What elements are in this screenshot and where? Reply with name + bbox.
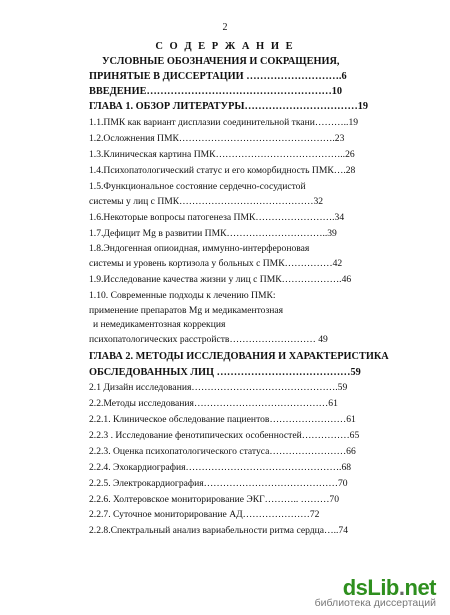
toc-entry: 2.2.4. Эхокардиография………………………………………….68 (89, 462, 352, 473)
toc-entry: 1.5.Функциональное состояние сердечно-сосудистой (89, 181, 306, 192)
toc-entry: 1.7.Дефицит Mg в развитии ПМК…………………………..39 (89, 228, 337, 239)
toc-entry: 2.2.5. Электрокардиография……………………………………70 (89, 478, 348, 489)
toc-entry: ГЛАВА 1. ОБЗОР ЛИТЕРАТУРЫ……………………………19 (89, 101, 369, 112)
toc-entry: 1.9.Исследование качества жизни у лиц с ПМК……………….46 (89, 274, 352, 285)
toc-entry: УСЛОВНЫЕ ОБОЗНАЧЕНИЯ И СОКРАЩЕНИЯ, (102, 56, 340, 67)
page-title: С О Д Е Р Ж А Н И Е (155, 41, 295, 52)
page-number: 2 (222, 22, 228, 33)
toc-entry: психопатологических расстройств……………………… 49 (89, 334, 328, 345)
toc-entry: 1.8.Эндогенная опиоидная, иммунно-интерфероновая (89, 243, 310, 254)
toc-entry: 1.10. Современные подходы к лечению ПМК: (89, 290, 276, 301)
toc-entry: 2.2.6. Холтеровское мониторирование ЭКГ……….. ………70 (89, 494, 340, 505)
toc-entry: ВВЕДЕНИЕ………………………………………………10 (89, 86, 343, 97)
toc-entry: 2.2.7. Суточное мониторирование АД…………………72 (89, 509, 320, 520)
toc-entry: системы у лиц с ПМК……………………………………32 (89, 196, 324, 207)
toc-entry: 2.2.1. Клиническое обследование пациентов……………………61 (89, 414, 356, 425)
toc-entry: и немедикаментозная коррекция (93, 319, 226, 330)
watermark-logo: dsLib.net (342, 575, 436, 600)
toc-entry: 2.2.8.Спектральный анализ вариабельности ритма сердца…..74 (89, 525, 349, 536)
toc-entry: применение препаратов Mg и медикаментозная (89, 305, 284, 316)
watermark-tagline: библиотека диссертаций (314, 597, 436, 609)
toc-entry: ОБСЛЕДОВАННЫХ ЛИЦ …………………………………59 (89, 367, 361, 378)
toc-entry: 1.4.Психопатологический статус и его коморбидность ПМК….28 (89, 165, 356, 176)
toc-entry: 2.2.Методы исследования……………………………………61 (89, 398, 338, 409)
toc-entry: ПРИНЯТЫЕ В ДИССЕРТАЦИИ ……………………….6 (89, 71, 347, 82)
toc-entry: ГЛАВА 2. МЕТОДЫ ИССЛЕДОВАНИЯ И ХАРАКТЕРИСТИКА (89, 351, 389, 362)
toc-entry: 2.1 Дизайн исследования……………………………………….59 (89, 382, 348, 393)
toc-entry: 2.2.3. Оценка психопатологического статуса……………………66 (89, 446, 356, 457)
watermark (315, 575, 436, 609)
toc-entry: 1.1.ПМК как вариант дисплазии соединительной ткани………..19 (89, 117, 359, 128)
toc-entry: 1.6.Некоторые вопросы патогенеза ПМК…………………….34 (89, 212, 345, 223)
toc-entry: 1.2.Осложнения ПМК………………………………………….23 (89, 133, 345, 144)
toc-entry: системы и уровень кортизола у больных с ПМК……………42 (89, 258, 343, 269)
toc-entry: 2.2.3 . Исследование фенотипических особенностей……………65 (89, 430, 360, 441)
toc-entry: 1.3.Клиническая картина ПМК…………………………………..26 (89, 149, 355, 160)
